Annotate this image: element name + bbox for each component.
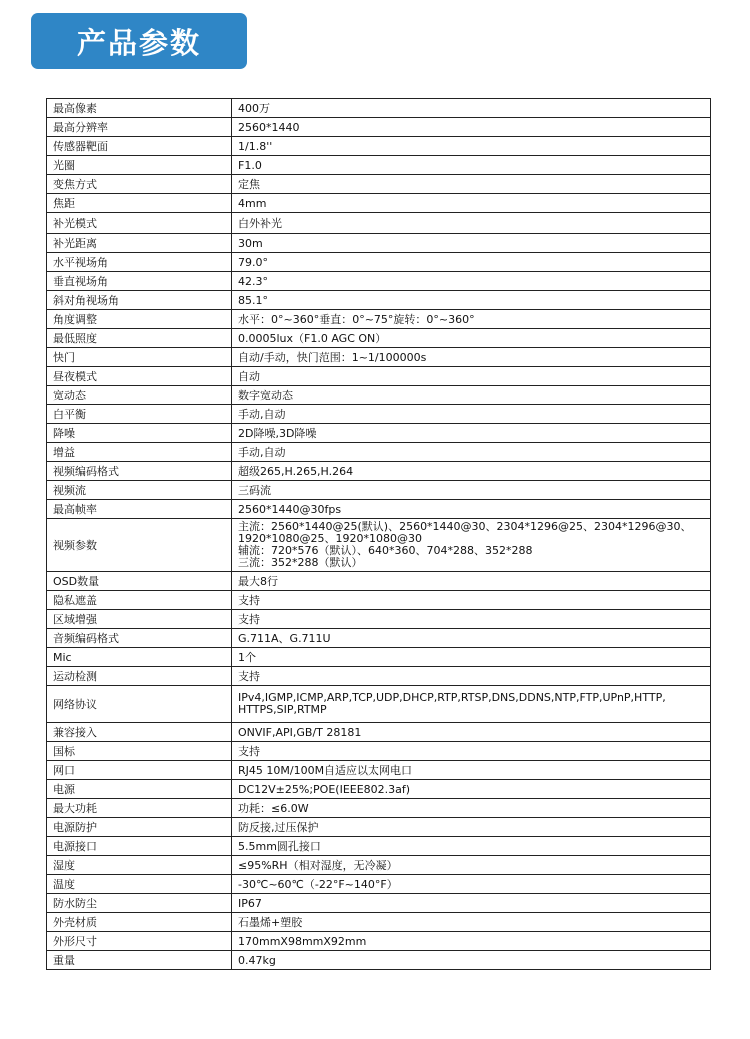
- spec-value: 30m: [232, 234, 711, 253]
- spec-value: 定焦: [232, 175, 711, 194]
- table-row: [47, 799, 711, 818]
- spec-value: 超级265,H.265,H.264: [232, 462, 711, 481]
- spec-key: 视频参数: [47, 519, 232, 572]
- spec-value: 支持: [232, 667, 711, 686]
- table-row: [47, 780, 711, 799]
- spec-key: OSD数量: [47, 572, 232, 591]
- spec-key: 宽动态: [47, 386, 232, 405]
- spec-value: 自动/手动，快门范围：1~1/100000s: [232, 348, 711, 367]
- table-row: [47, 723, 711, 742]
- spec-value: 白外补光: [232, 213, 711, 234]
- table-row: [47, 118, 711, 137]
- spec-value: ONVIF,API,GB/T 28181: [232, 723, 711, 742]
- spec-value: 2D降噪,3D降噪: [232, 424, 711, 443]
- spec-value: 1/1.8'': [232, 137, 711, 156]
- table-row: [47, 194, 711, 213]
- spec-key: 增益: [47, 443, 232, 462]
- table-row: [47, 99, 711, 118]
- spec-key: 光圈: [47, 156, 232, 175]
- spec-value: 主流：2560*1440@25(默认)、2560*1440@30、2304*1296@25、2304*1296@30、 1920*1080@25、1920*1080@30 辅流：720*576（默认）、640*360、704*288、352*288 三流：352*288（默认）: [232, 519, 711, 572]
- spec-value: 170mmX98mmX92mm: [232, 932, 711, 951]
- spec-key: 视频编码格式: [47, 462, 232, 481]
- spec-value: DC12V±25%;POE(IEEE802.3af): [232, 780, 711, 799]
- table-row: [47, 291, 711, 310]
- spec-key: 外形尺寸: [47, 932, 232, 951]
- spec-key: 音频编码格式: [47, 629, 232, 648]
- table-row: [47, 424, 711, 443]
- table-row: [47, 175, 711, 194]
- table-row: [47, 818, 711, 837]
- spec-key: 网络协议: [47, 686, 232, 723]
- spec-value: 功耗：≤6.0W: [232, 799, 711, 818]
- spec-value: 2560*1440: [232, 118, 711, 137]
- spec-key: 水平视场角: [47, 253, 232, 272]
- table-row: [47, 253, 711, 272]
- spec-key: 快门: [47, 348, 232, 367]
- table-row: [47, 856, 711, 875]
- spec-value: 支持: [232, 591, 711, 610]
- table-row: [47, 272, 711, 291]
- spec-key: 传感器靶面: [47, 137, 232, 156]
- spec-key: 区域增强: [47, 610, 232, 629]
- spec-value: 400万: [232, 99, 711, 118]
- page-title: 产品参数: [31, 13, 247, 69]
- table-row: [47, 610, 711, 629]
- spec-key: 运动检测: [47, 667, 232, 686]
- spec-key: 最大功耗: [47, 799, 232, 818]
- spec-value: 1个: [232, 648, 711, 667]
- spec-value: 自动: [232, 367, 711, 386]
- spec-key: 焦距: [47, 194, 232, 213]
- spec-value: G.711A、G.711U: [232, 629, 711, 648]
- spec-value: 石墨烯+塑胶: [232, 913, 711, 932]
- spec-key: 降噪: [47, 424, 232, 443]
- spec-value: -30℃~60℃（-22°F~140°F）: [232, 875, 711, 894]
- spec-key: 电源接口: [47, 837, 232, 856]
- table-row: [47, 686, 711, 723]
- spec-key: 国标: [47, 742, 232, 761]
- table-row: [47, 913, 711, 932]
- spec-table: [46, 98, 711, 970]
- table-row: [47, 310, 711, 329]
- spec-value: F1.0: [232, 156, 711, 175]
- spec-key: 昼夜模式: [47, 367, 232, 386]
- spec-value: 手动,自动: [232, 405, 711, 424]
- spec-value: 支持: [232, 610, 711, 629]
- spec-value: IP67: [232, 894, 711, 913]
- spec-key: 最低照度: [47, 329, 232, 348]
- table-row: [47, 761, 711, 780]
- spec-value: 79.0°: [232, 253, 711, 272]
- spec-key: 最高分辨率: [47, 118, 232, 137]
- spec-value: ≤95%RH（相对湿度，无冷凝）: [232, 856, 711, 875]
- spec-value: 5.5mm圆孔接口: [232, 837, 711, 856]
- spec-key: 网口: [47, 761, 232, 780]
- table-row: [47, 443, 711, 462]
- spec-key: 斜对角视场角: [47, 291, 232, 310]
- table-row: [47, 894, 711, 913]
- spec-key: 视频流: [47, 481, 232, 500]
- spec-value: IPv4,IGMP,ICMP,ARP,TCP,UDP,DHCP,RTP,RTSP,DNS,DDNS,NTP,FTP,UPnP,HTTP, HTTPS,SIP,RTMP: [232, 686, 711, 723]
- spec-value: 水平：0°~360°垂直：0°~75°旋转：0°~360°: [232, 310, 711, 329]
- table-row: [47, 386, 711, 405]
- table-row: [47, 667, 711, 686]
- spec-key: Mic: [47, 648, 232, 667]
- table-row: [47, 329, 711, 348]
- spec-value: 支持: [232, 742, 711, 761]
- spec-key: 兼容接入: [47, 723, 232, 742]
- spec-key: 白平衡: [47, 405, 232, 424]
- table-row: [47, 875, 711, 894]
- spec-key: 隐私遮盖: [47, 591, 232, 610]
- spec-value: 手动,自动: [232, 443, 711, 462]
- table-row: [47, 462, 711, 481]
- spec-value: 0.47kg: [232, 951, 711, 970]
- spec-key: 外壳材质: [47, 913, 232, 932]
- table-row: [47, 481, 711, 500]
- spec-key: 补光距离: [47, 234, 232, 253]
- table-row: [47, 629, 711, 648]
- spec-key: 电源防护: [47, 818, 232, 837]
- spec-key: 垂直视场角: [47, 272, 232, 291]
- table-row: [47, 591, 711, 610]
- spec-key: 电源: [47, 780, 232, 799]
- table-row: [47, 137, 711, 156]
- table-row: [47, 156, 711, 175]
- table-row: [47, 648, 711, 667]
- spec-key: 重量: [47, 951, 232, 970]
- spec-key: 变焦方式: [47, 175, 232, 194]
- spec-value: 最大8行: [232, 572, 711, 591]
- spec-value: 85.1°: [232, 291, 711, 310]
- table-row: [47, 405, 711, 424]
- spec-key: 温度: [47, 875, 232, 894]
- spec-key: 角度调整: [47, 310, 232, 329]
- spec-key: 湿度: [47, 856, 232, 875]
- spec-key: 补光模式: [47, 213, 232, 234]
- spec-value: 4mm: [232, 194, 711, 213]
- table-row: [47, 742, 711, 761]
- table-row: [47, 500, 711, 519]
- spec-value: 0.0005lux（F1.0 AGC ON）: [232, 329, 711, 348]
- spec-key: 最高像素: [47, 99, 232, 118]
- spec-value: RJ45 10M/100M自适应以太网电口: [232, 761, 711, 780]
- spec-value: 2560*1440@30fps: [232, 500, 711, 519]
- table-row: [47, 519, 711, 572]
- spec-key: 最高帧率: [47, 500, 232, 519]
- table-row: [47, 837, 711, 856]
- table-row: [47, 348, 711, 367]
- spec-key: 防水防尘: [47, 894, 232, 913]
- spec-value: 数字宽动态: [232, 386, 711, 405]
- table-row: [47, 367, 711, 386]
- table-row: [47, 932, 711, 951]
- spec-value: 三码流: [232, 481, 711, 500]
- table-row: [47, 572, 711, 591]
- table-row: [47, 213, 711, 234]
- table-row: [47, 951, 711, 970]
- spec-value: 42.3°: [232, 272, 711, 291]
- table-row: [47, 234, 711, 253]
- spec-value: 防反接,过压保护: [232, 818, 711, 837]
